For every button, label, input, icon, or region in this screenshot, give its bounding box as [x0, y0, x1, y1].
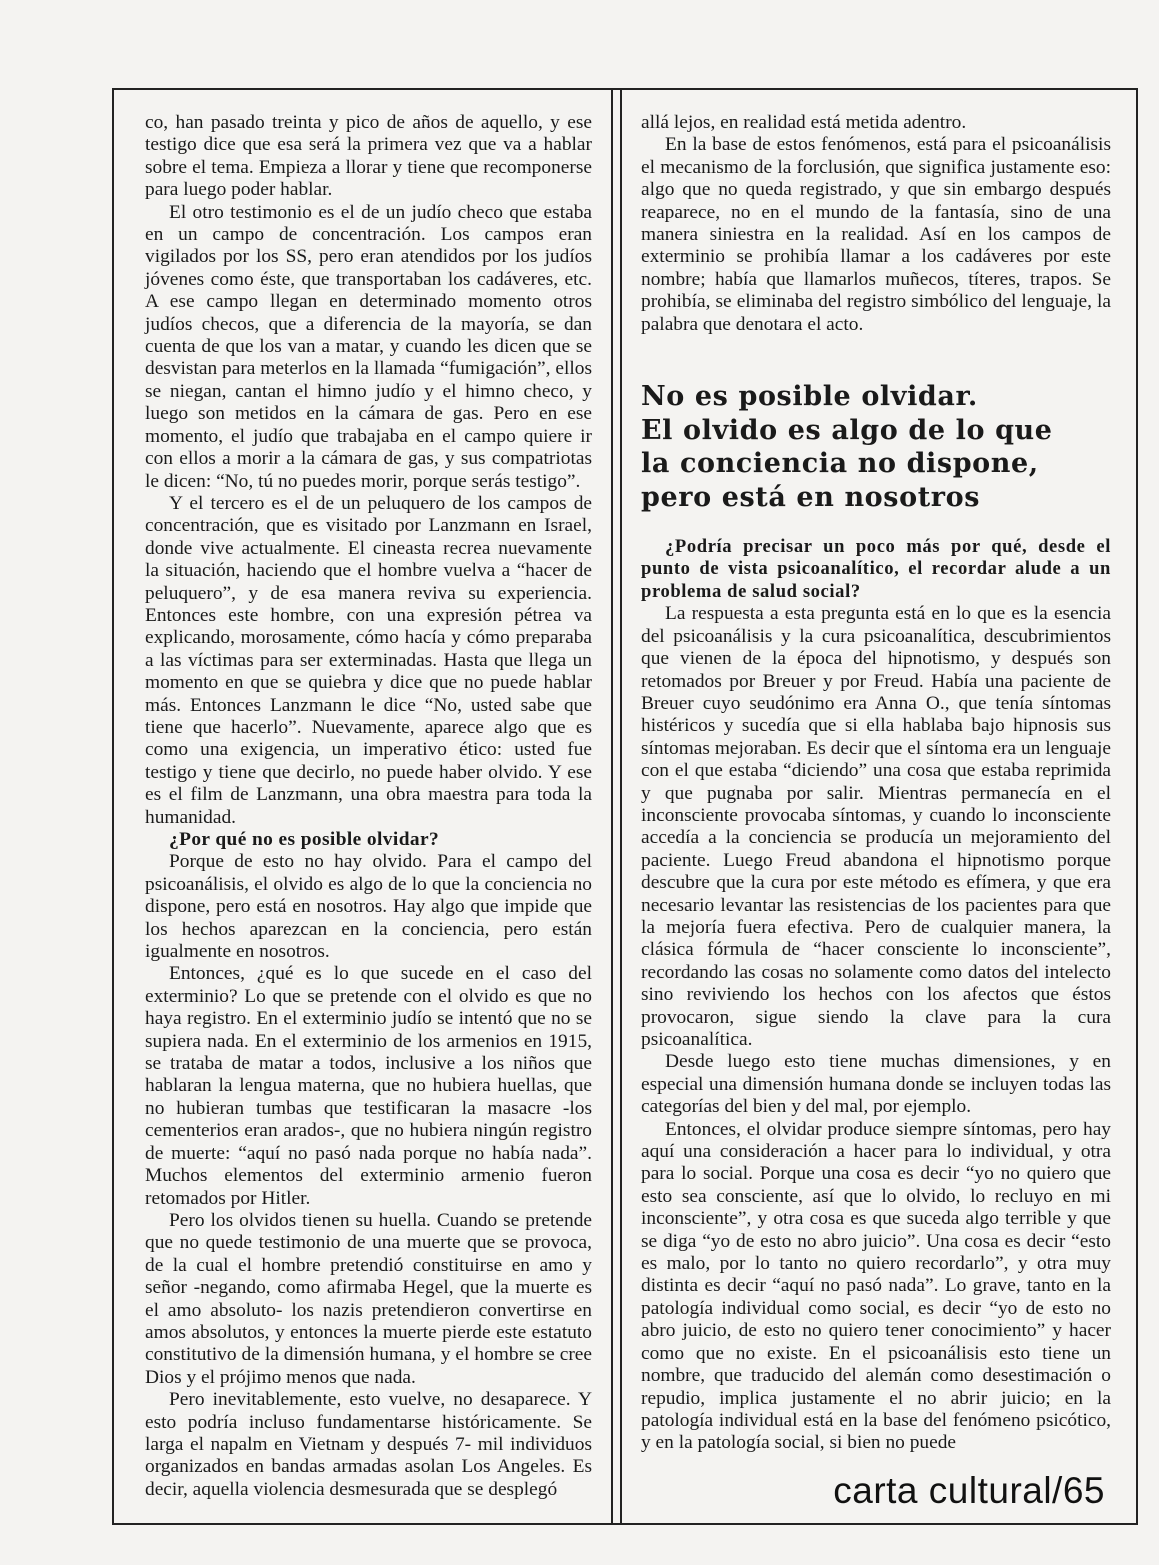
interview-question: ¿Por qué no es posible olvidar?: [169, 829, 440, 850]
paragraph: Y el tercero es el de un peluquero de los campos de concentración, que es visitado por Lanzmann en Israel, donde vive actualmente. El cineasta recrea nuevamente la situación, haciendo que el hombre vuelva a “hacer de peluquero”, y de esa manera reviva su experiencia. Entonces este hombre, con una expresión pétrea va explicando, morosamente, cómo hacía y cómo preparaba a las víctimas para ser exterminadas. Hasta que llega un momento en que se quiebra y dice que no puede hablar más. Entonces Lanzmann le dice “No, usted sabe que tiene que hacerlo”. Nuevamente, aparece algo que es como una exigencia, un imperativo ético: usted fue testigo y tiene que decirlo, no puede haber olvido. Y ese es el film de Lanzmann, una obra maestra para toda la humanidad.: [145, 492, 592, 828]
heading-line: la conciencia no dispone,: [641, 448, 1039, 480]
pull-quote-heading: [641, 380, 1111, 514]
heading-line: pero está en nosotros: [641, 481, 980, 513]
paragraph: El otro testimonio es el de un judío checo que estaba en un campo de concentración. Los campos eran vigilados por los SS, pero eran atendidos por los judíos jóvenes como éste, que transportaban los cadáveres, etc. A ese campo llegan en determinado momento otros judíos checos, que a diferencia de la mayoría, se dan cuenta de que los van a matar, y cuando les dicen que se desvistan para meterlos en la llamada “fumigación”, ellos se niegan, cantan el himno judío y el himno checo, y luego son metidos en la cámara de gas. Pero en ese momento, el judío que trabajaba en el campo quiere ir con ellos a morir a la cámara de gas, y sus compatriotas le dicen: “No, tú no puedes morir, porque serás testigo”.: [145, 201, 592, 492]
paragraph: Pero inevitablemente, esto vuelve, no desaparece. Y esto podría incluso fundamentarse históricamente. Se larga el napalm en Vietnam y después 7- mil individuos organizados en bandas armadas asolan Los Angeles. Es decir, aquella violencia desmesurada que se desplegó: [145, 1389, 592, 1500]
paragraph: Desde luego esto tiene muchas dimensiones, y en especial una dimensión humana donde se incluyen todas las categorías del bien y del mal, por ejemplo.: [641, 1051, 1111, 1118]
heading-line: No es posible olvidar.: [641, 381, 978, 413]
interview-question: ¿Podría precisar un poco más por qué, desde el punto de vista psicoanalítico, el recordar alude a un problema de salud social?: [641, 536, 1111, 602]
paragraph: Entonces, ¿qué es lo que sucede en el caso del exterminio? Lo que se pretende con el olvido es que no haya registro. En el exterminio judío se intentó que no se supiera nada. En el exterminio de los armenios en 1915, se trataba de matar a todos, inclusive a los niños que hablaran la lengua materna, que no hubiera huellas, que no hubieran tumbas que testificaran la masacre -los cementerios eran arados-, que no hubiera ningún registro de muerte: “aquí no pasó nada porque no había nada”. Muchos elementos del exterminio armenio fueron retomados por Hitler.: [145, 963, 592, 1209]
right-column: [641, 112, 1111, 1513]
paragraph: Porque de esto no hay olvido. Para el campo del psicoanálisis, el olvido es algo de lo que la conciencia no dispone, pero está en nosotros. Hay algo que impide que los hechos aparezcan en la conciencia, pero están igualmente en nosotros.: [145, 851, 592, 963]
paragraph: allá lejos, en realidad está metida adentro.: [641, 112, 967, 133]
paragraph: co, han pasado treinta y pico de años de aquello, y ese testigo dice que esa será la primera vez que va a hablar sobre el tema. Empieza a llorar y tiene que recomponerse para luego poder hablar.: [145, 112, 592, 201]
page-folio: carta cultural/65: [833, 1469, 1105, 1511]
column-divider: [611, 88, 622, 1525]
paragraph: Pero los olvidos tienen su huella. Cuando se pretende que no quede testimonio de una muerte que se provoca, de la cual el hombre pretendió constituirse en amo y señor -negando, como afirmaba Hegel, que la muerte es el amo absoluto- los nazis pretendieron convertirse en amos absolutos, y entonces la muerte pierde este estatuto constitutivo de la dimensión humana, y el hombre se cree Dios y el prójimo menos que nada.: [145, 1209, 592, 1388]
left-column: [145, 112, 592, 1501]
paragraph: Entonces, el olvidar produce siempre síntomas, pero hay aquí una consideración a hacer para lo individual, y otra para lo social. Porque una cosa es decir “yo no quiero que esto sea consciente, así que lo olvido, lo recluyo en mi inconsciente”, y otra cosa es que suceda algo terrible y que se diga “yo de esto no abro juicio”. Una cosa es decir “esto es malo, por lo tanto no quiero recordarlo”, y otra muy distinta es decir “aquí no pasó nada”. Lo grave, tanto en la patología individual como social, es decir “yo de esto no abro juicio, de esto no quiero tener conocimiento” y hacer como que no existe. En el psicoanálisis esto tiene un nombre, que traducido del alemán como desestimación o repudio, implica justamente el no abrir juicio; en la patología individual está en la base del fenómeno psicótico, y en la patología social, si bien no puede: [641, 1118, 1111, 1454]
paragraph: La respuesta a esta pregunta está en lo que es la esencia del psicoanálisis y la cura psicoanalítica, descubrimientos que vienen de la época del hipnotismo, y después son retomados por Breuer y por Freud. Había una paciente de Breuer cuyo seudónimo era Anna O., que tenía síntomas histéricos y sucedía que si ella hablaba bajo hipnosis sus síntomas mejoraban. Es decir que el síntoma era un lenguaje con el que estaba “diciendo” una cosa que estaba reprimida y que pugnaba por salir. Mientras permanecía en el inconsciente provocaba síntomas, y cuando lo inconsciente accedía a la conciencia se producía un mejoramiento del paciente. Luego Freud abandona el hipnotismo porque descubre que la cura por este método es efímera, y que era necesario levantar las resistencias de los pacientes para que la mejoría fuera efectiva. Pero de cualquier manera, la clásica fórmula de “hacer consciente lo inconsciente”, recordando las cosas no solamente como datos del intelecto sino reviviendo los hechos con los afectos que éstos provocaron, sigue siendo la clave para la cura psicoanalítica.: [641, 603, 1111, 1050]
heading-line: El olvido es algo de lo que: [641, 414, 1053, 446]
paragraph: En la base de estos fenómenos, está para el psicoanálisis el mecanismo de la forclusión, que significa justamente eso: algo que no queda registrado, y que sin embargo después reaparece, no en el mundo de la fantasía, sino de una manera siniestra en la realidad. Así en los campos de exterminio se prohibía llamar a los cadáveres por este nombre; había que llamarlos muñecos, títeres, trapos. Se prohibía, se eliminaba del registro simbólico del lenguaje, la palabra que denotara el acto.: [641, 134, 1111, 335]
